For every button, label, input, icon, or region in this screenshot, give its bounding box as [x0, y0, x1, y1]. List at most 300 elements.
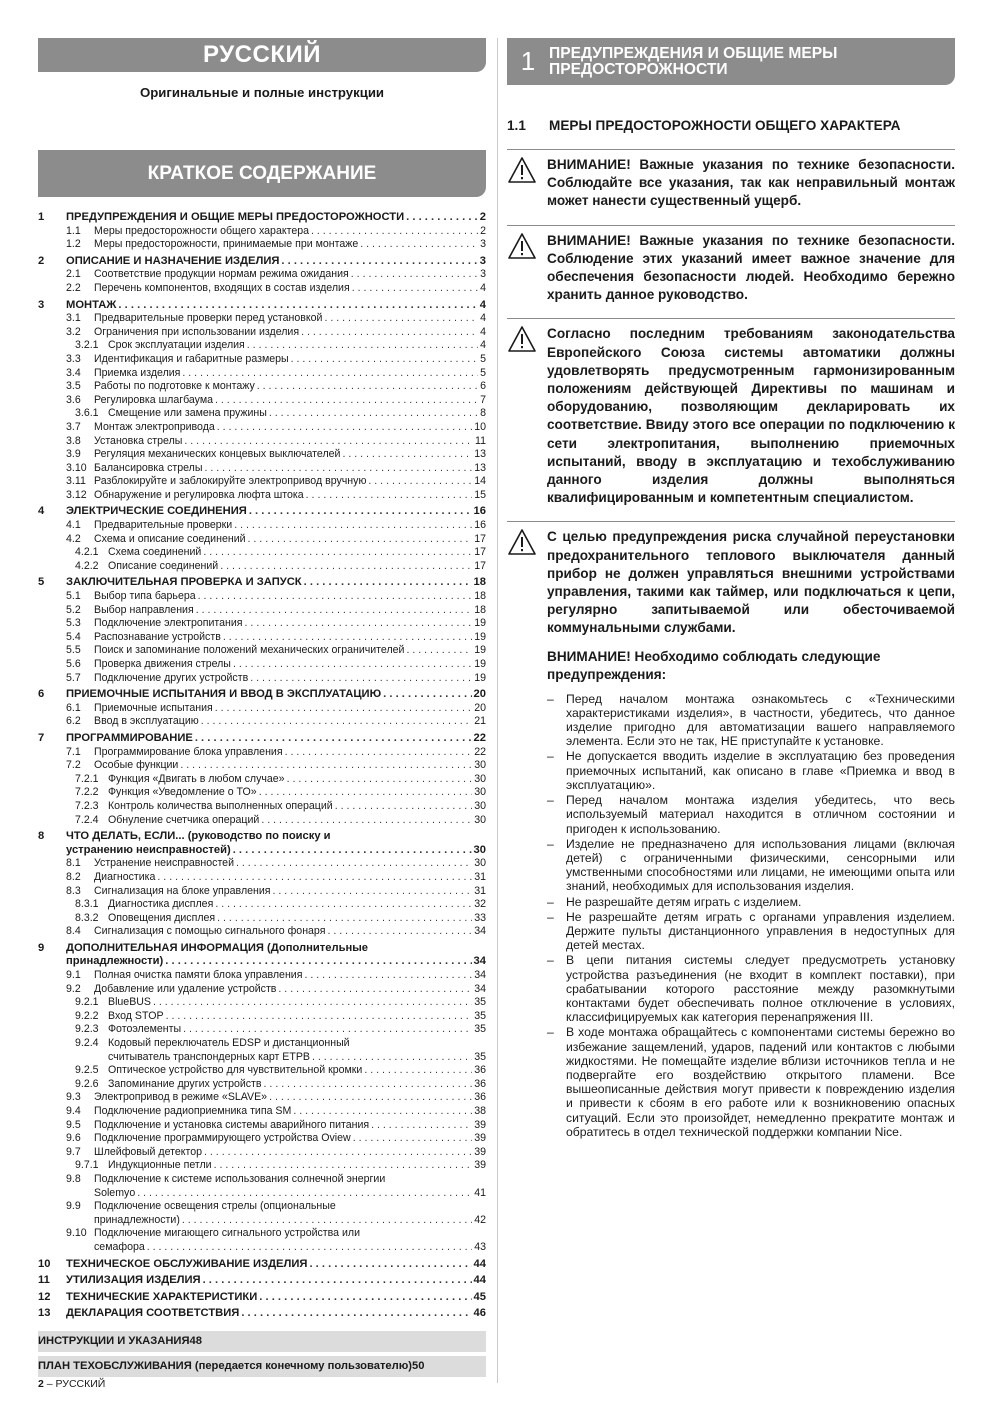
toc-entry — [38, 672, 486, 686]
toc-entry-number: 9.7.1 — [75, 1159, 99, 1172]
toc-entry — [38, 1010, 486, 1024]
toc-entry-page: 43 — [474, 1240, 486, 1253]
precaution-text: Изделие не предназначено для использования лицами (включая детей) с ограниченными физическими, сенсорными или умственными способностями или лицами, не имеющими опыта или знаний, необходимых для использования изделия. — [566, 836, 955, 894]
toc-entry-page: 14 — [474, 475, 486, 488]
warning-block — [507, 521, 955, 637]
toc-entry-number: 1 — [38, 211, 45, 223]
table-of-contents — [38, 211, 486, 1377]
toc-entry-title: Регуляция механических концевых выключателей — [94, 448, 341, 461]
toc-leader-dots — [360, 238, 478, 252]
toc-entry-number: 9.2.4 — [75, 1037, 99, 1050]
toc-entry — [38, 1307, 486, 1321]
toc-entry-title: Индукционные петли — [108, 1159, 212, 1172]
toc-entry — [38, 282, 486, 296]
warning-triangle-icon — [507, 325, 547, 507]
toc-entry-number: 5.1 — [66, 590, 81, 603]
toc-entry — [38, 1064, 486, 1078]
toc-leader-dots — [236, 857, 472, 871]
toc-entry-number: 6.1 — [66, 701, 81, 714]
toc-entry-title: Подключение и установка системы аварийного питания — [94, 1118, 370, 1131]
toc-entry — [38, 857, 486, 871]
toc-entry-number: 3.8 — [66, 434, 81, 447]
toc-leader-dots — [278, 983, 472, 997]
toc-entry-page: 2 — [480, 224, 486, 237]
toc-extra-entry — [38, 1356, 486, 1377]
toc-leader-dots — [269, 1091, 472, 1105]
toc-entry-title: Идентификация и габаритные размеры — [94, 352, 289, 365]
toc-extra-title: ПЛАН ТЕХОБСЛУЖИВАНИЯ (передается конечному пользователю) — [38, 1360, 413, 1373]
warnings-list — [507, 149, 955, 638]
toc-entry-page: 3 — [480, 238, 486, 251]
toc-entry — [38, 1146, 486, 1160]
footer-language: РУССКИЙ — [55, 1378, 106, 1390]
toc-entry-title: Распознавание устройств — [94, 630, 221, 643]
toc-entry-title-cont: принадлежности) — [94, 1213, 180, 1226]
toc-entry-number: 3.6.1 — [75, 407, 99, 420]
toc-entry-page: 8 — [480, 407, 486, 420]
section-title-line2: ПРЕДОСТОРОЖНОСТИ — [549, 60, 728, 78]
toc-entry-title: Приемка изделия — [94, 366, 181, 379]
toc-leader-dots — [157, 871, 472, 885]
toc-leader-dots — [182, 367, 478, 381]
toc-entry-title: Перечень компонентов, входящих в состав изделия — [94, 281, 350, 294]
toc-entry-page: 16 — [473, 505, 486, 518]
toc-entry — [38, 1200, 486, 1214]
toc-leader-dots — [217, 421, 472, 435]
toc-entry — [38, 421, 486, 435]
toc-entry-title: Ограничения при использовании изделия — [94, 325, 300, 338]
subsection-title: МЕРЫ ПРЕДОСТОРОЖНОСТИ ОБЩЕГО ХАРАКТЕРА — [549, 118, 901, 133]
toc-entry-number: 5.7 — [66, 671, 81, 684]
toc-entry — [38, 407, 486, 421]
toc-entry-page: 20 — [473, 688, 486, 701]
toc-entry — [38, 688, 486, 702]
toc-entry — [38, 1078, 486, 1092]
toc-entry-page: 30 — [473, 843, 486, 856]
toc-entry-title: Подключение мигающего сигнального устройства или — [94, 1227, 361, 1240]
toc-entry-number: 8.2 — [66, 870, 81, 883]
toc-entry-page: 13 — [474, 448, 486, 461]
toc-entry-title-cont: считыватель транспондерных карт ETPB — [108, 1050, 310, 1063]
precaution-text: Не разрешайте детям играть с изделием. — [566, 894, 802, 909]
toc-entry-page: 31 — [474, 884, 486, 897]
toc-entry-page: 22 — [474, 745, 486, 758]
toc-entry-page: 35 — [474, 1023, 486, 1036]
toc-entry-page: 13 — [474, 461, 486, 474]
toc-entry-number: 5.3 — [66, 617, 81, 630]
toc-entry-number: 3.4 — [66, 366, 81, 379]
toc-entry-page: 34 — [473, 955, 486, 968]
toc-entry-title: Диагностика дисплея — [108, 898, 214, 911]
toc-entry-title: Полная очистка памяти блока управления — [94, 969, 303, 982]
toc-leader-dots — [273, 885, 473, 899]
toc-leader-dots — [203, 1274, 472, 1288]
toc-entry-page: 31 — [474, 870, 486, 883]
toc-entry-title-cont: семафора — [94, 1240, 145, 1253]
toc-entry-number: 3.2.1 — [75, 339, 99, 352]
precaution-item — [547, 1025, 955, 1139]
toc-entry-page: 4 — [479, 298, 486, 311]
toc-entry-page: 44 — [473, 1274, 486, 1287]
toc-entry — [38, 658, 486, 672]
toc-entry-page: 15 — [474, 488, 486, 501]
toc-entry — [38, 1274, 486, 1288]
toc-leader-dots — [220, 560, 472, 574]
toc-entry-title: ЧТО ДЕЛАТЬ, ЕСЛИ... (руководство по поиску и — [66, 830, 331, 843]
toc-entry-number: 3.6 — [66, 393, 81, 406]
toc-leader-dots — [241, 1307, 471, 1321]
toc-entry-number: 9.4 — [66, 1105, 81, 1117]
toc-entry-title: Подключение других устройств — [94, 671, 249, 684]
toc-entry-title: Соответствие продукции нормам режима ожидания — [94, 268, 349, 281]
left-column — [38, 38, 486, 1377]
toc-entry-title: ОПИСАНИЕ И НАЗНАЧЕНИЕ ИЗДЕЛИЯ — [66, 254, 280, 267]
toc-entry-title: Оптическое устройство для чувствительной кромки — [108, 1064, 363, 1077]
toc-entry — [38, 912, 486, 926]
toc-entry — [38, 1173, 486, 1187]
toc-leader-dots — [281, 255, 477, 269]
toc-entry — [38, 590, 486, 604]
toc-entry-number: 9.1 — [66, 969, 81, 982]
toc-entry-page: 30 — [474, 772, 486, 785]
column-divider — [497, 38, 498, 1383]
toc-entry-number: 5.2 — [66, 603, 81, 616]
toc-leader-dots — [287, 773, 473, 787]
toc-entry-page: 39 — [474, 1118, 486, 1131]
toc-leader-dots — [215, 702, 472, 716]
toc-entry-title: Схема и описание соединений — [94, 532, 246, 545]
toc-entry — [38, 898, 486, 912]
toc-entry-number: 3.2 — [66, 325, 81, 338]
toc-entry-number: 9.6 — [66, 1132, 81, 1145]
toc-entry-number: 8.1 — [66, 857, 81, 870]
toc-entry-number: 9.10 — [66, 1227, 87, 1240]
attention-note: ВНИМАНИЕ! Необходимо соблюдать следующие предупреждения: — [547, 648, 881, 682]
language-bar — [38, 38, 486, 72]
toc-entry-page: 4 — [480, 312, 486, 325]
toc-entry-page: 36 — [474, 1077, 486, 1090]
precaution-item — [547, 895, 955, 909]
toc-entry-number: 9.7 — [66, 1145, 81, 1158]
toc-leader-dots — [247, 339, 478, 353]
toc-entry-title: ТЕХНИЧЕСКОЕ ОБСЛУЖИВАНИЕ ИЗДЕЛИЯ — [66, 1257, 308, 1270]
toc-entry-page: 30 — [474, 759, 486, 772]
toc-entry-page: 17 — [474, 559, 486, 572]
toc-entry-number: 7.2 — [66, 759, 81, 772]
toc-entry-title: Разблокируйте и заблокируйте электропривод вручную — [94, 475, 367, 488]
toc-entry-title: Функция «Двигать в любом случае» — [108, 772, 285, 785]
toc-entry-title: Подключение радиоприемника типа SM — [94, 1105, 292, 1117]
toc-entry — [38, 560, 486, 574]
precaution-text: Перед началом монтажа изделия убедитесь, что весь используемый материал находится в отличном состоянии и пригоден к использованию. — [566, 793, 955, 836]
warning-text: ВНИМАНИЕ! Важные указания по технике безопасности. Соблюдайте все указания, так как неправильный монтаж может нанести существенный ущерб. — [547, 157, 955, 209]
toc-leader-dots — [342, 448, 472, 462]
section-number: 1 — [520, 46, 536, 76]
toc-entry-page: 11 — [475, 434, 486, 447]
subsection-heading — [507, 118, 955, 133]
toc-entry-page: 46 — [473, 1307, 486, 1320]
toc-entry-number: 1.2 — [66, 238, 81, 251]
toc-entry-title: ПРЕДУПРЕЖДЕНИЯ И ОБЩИЕ МЕРЫ ПРЕДОСТОРОЖНОСТИ — [66, 211, 405, 223]
toc-entry — [38, 1159, 486, 1173]
toc-entry-title: Сигнализация на блоке управления — [94, 884, 271, 897]
toc-entry-number: 5.4 — [66, 630, 81, 643]
toc-entry-page: 18 — [473, 576, 486, 589]
toc-entry-title: Выбор направления — [94, 603, 194, 616]
toc-entry-page: 5 — [480, 352, 486, 365]
toc-entry-title: ПРОГРАММИРОВАНИЕ — [66, 731, 193, 744]
toc-leader-dots — [215, 394, 478, 408]
toc-entry-number: 8.4 — [66, 925, 81, 938]
toc-entry — [38, 746, 486, 760]
toc-entry-number: 9.2.3 — [75, 1023, 99, 1036]
toc-entry-number: 5.5 — [66, 644, 81, 657]
toc-entry-continuation — [38, 955, 486, 969]
toc-entry — [38, 983, 486, 997]
toc-entry-page: 34 — [474, 982, 486, 995]
toc-entry-title: Кодовый переключатель EDSP и дистанционный — [108, 1037, 350, 1050]
warning-block — [507, 318, 955, 507]
toc-leader-dots — [215, 898, 472, 912]
toc-leader-dots — [327, 925, 472, 939]
toc-leader-dots — [364, 1064, 472, 1078]
toc-entry-page: 19 — [474, 671, 486, 684]
toc-entry-title: Оповещения дисплея — [108, 911, 216, 924]
toc-entry-title: Регулировка шлагбаума — [94, 393, 214, 406]
toc-entry-number: 12 — [38, 1290, 51, 1303]
precautions-list — [507, 692, 955, 1139]
toc-entry-page: 30 — [474, 786, 486, 799]
toc-entry-page: 10 — [474, 420, 486, 433]
toc-entry-title: Контроль количества выполненных операций — [108, 799, 333, 812]
toc-entry — [38, 1091, 486, 1105]
toc-leader-dots — [371, 1119, 472, 1133]
toc-entry-page: 17 — [474, 532, 486, 545]
toc-entry-number: 4.2.1 — [75, 546, 99, 559]
toc-leader-dots — [234, 519, 472, 533]
toc-entry-number: 9.2.5 — [75, 1064, 99, 1077]
toc-entry-number: 9.2.2 — [75, 1009, 99, 1022]
toc-leader-dots — [196, 604, 473, 618]
toc-entry-title: Подключение освещения стрелы (опциональные — [94, 1200, 336, 1213]
section-title-bar — [507, 38, 955, 85]
page-number: 2 — [38, 1378, 44, 1390]
toc-entry-title: Проверка движения стрелы — [94, 658, 231, 670]
toc-entry-number: 7.2.1 — [75, 772, 99, 785]
toc-entry-title: Функция «Уведомление о ТО» — [108, 786, 257, 799]
bullet-dash: – — [547, 749, 554, 764]
toc-entry-title: BlueBUS — [108, 996, 151, 1009]
toc-entry-title: ТЕХНИЧЕСКИЕ ХАРАКТЕРИСТИКИ — [66, 1290, 258, 1303]
toc-leader-dots — [291, 353, 478, 367]
toc-entry-number: 10 — [38, 1257, 51, 1270]
toc-entry-number: 3 — [38, 298, 45, 311]
toc-entry-number: 7.2.3 — [75, 799, 99, 812]
toc-leader-dots — [261, 814, 472, 828]
toc-leader-dots — [204, 462, 472, 476]
section-title-line1: ПРЕДУПРЕЖДЕНИЯ И ОБЩИЕ МЕРЫ — [549, 44, 838, 62]
toc-leader-dots — [195, 732, 472, 746]
toc-entry — [38, 1105, 486, 1119]
toc-entry-number: 3.11 — [66, 475, 86, 488]
toc-entry-number: 1.1 — [66, 224, 81, 237]
toc-entry-page: 30 — [474, 857, 486, 870]
toc-entry — [38, 604, 486, 618]
toc-entry — [38, 925, 486, 939]
toc-entry-page: 2 — [479, 211, 486, 223]
toc-entry-number: 9.3 — [66, 1091, 81, 1104]
toc-leader-dots — [259, 1291, 471, 1305]
toc-entry-page: 7 — [480, 393, 486, 406]
toc-leader-dots — [137, 1187, 472, 1201]
warning-text: С целью предупреждения риска случайной переустановки предохранительного теплового выключателя данный прибор не должен управляться внешними устройствами управления, такими как таймер, или подключаться к цепи, регулярно запитываемой или обесточиваемой коммунальными службами. — [547, 529, 955, 636]
toc-entry — [38, 475, 486, 489]
toc-entry — [38, 773, 486, 787]
toc-leader-dots — [118, 299, 477, 313]
precaution-item — [547, 953, 955, 1024]
toc-entry-page: 39 — [474, 1159, 486, 1172]
toc-entry — [38, 462, 486, 476]
toc-entry-title: Добавление или удаление устройств — [94, 982, 277, 995]
toc-extra-page: 48 — [189, 1335, 202, 1348]
toc-entry-title-cont: устранению неисправностей) — [66, 843, 231, 856]
toc-entry-number: 4 — [38, 505, 45, 518]
toc-entry-title: Работы по подготовке к монтажу — [94, 380, 255, 393]
toc-entry-page: 4 — [480, 339, 486, 352]
warning-block — [507, 225, 955, 305]
toc-entry — [38, 367, 486, 381]
toc-entry-title: Обнуление счетчика операций — [108, 813, 260, 826]
toc-entry — [38, 871, 486, 885]
warning-text: ВНИМАНИЕ! Важные указания по технике безопасности. Соблюдение этих указаний имеет важное значение для обеспечения безопасности людей. Необходимо бережно хранить данное руководство. — [547, 232, 955, 303]
toc-entry-continuation — [38, 1241, 486, 1255]
toc-entry-number: 8 — [38, 830, 45, 843]
toc-leader-dots — [214, 1159, 473, 1173]
toc-entry-page: 36 — [474, 1091, 486, 1104]
toc-entry-number: 3.9 — [66, 448, 81, 461]
toc-entry-title: Программирование блока управления — [94, 745, 283, 758]
toc-entry-page: 41 — [474, 1186, 486, 1199]
toc-entry — [38, 969, 486, 983]
toc-entry-title: Обнаружение и регулировка люфта штока — [94, 488, 304, 501]
toc-entry — [38, 996, 486, 1010]
toc-entry — [38, 715, 486, 729]
toc-leader-dots — [301, 326, 478, 340]
precaution-text: Не разрешайте детям играть с органами управления изделием. Держите пульты дистанционного управления в недоступных для детей местах. — [566, 909, 955, 953]
toc-leader-dots — [383, 688, 471, 702]
toc-entry-title: Устранение неисправностей — [94, 857, 234, 870]
toc-entry-number: 6 — [38, 688, 45, 701]
precaution-text: Не допускается вводить изделие в эксплуатацию без проведения приемочных испытаний, как описано в главе «Приемка и ввод в эксплуатацию». — [566, 749, 955, 792]
toc-entry — [38, 702, 486, 716]
toc-extra-page: 50 — [412, 1360, 425, 1373]
toc-entry-page: 16 — [474, 519, 486, 532]
toc-title: КРАТКОЕ СОДЕРЖАНИЕ — [147, 162, 377, 184]
toc-entry — [38, 255, 486, 269]
toc-entry-page: 22 — [473, 731, 486, 744]
toc-leader-dots — [406, 211, 478, 225]
toc-leader-dots — [335, 800, 473, 814]
toc-leader-dots — [368, 475, 472, 489]
toc-entry-page: 5 — [480, 366, 486, 379]
toc-entry — [38, 732, 486, 746]
toc-entry-page: 3 — [479, 254, 486, 267]
toc-leader-dots — [324, 312, 478, 326]
toc-entry-title: Электропривод в режиме «SLAVE» — [94, 1091, 268, 1104]
toc-entry — [38, 1119, 486, 1133]
toc-extra-entry — [38, 1331, 486, 1352]
language-label: РУССКИЙ — [203, 41, 321, 68]
toc-entry-page: 30 — [474, 799, 486, 812]
warning-triangle-icon — [507, 156, 547, 211]
toc-entry — [38, 394, 486, 408]
toc-entry-continuation — [38, 844, 486, 858]
subsection-number: 1.1 — [507, 118, 526, 133]
toc-entry-number: 9.2.1 — [75, 996, 99, 1009]
toc-entry — [38, 299, 486, 313]
toc-entry — [38, 238, 486, 252]
toc-entry — [38, 312, 486, 326]
toc-entry-title: Предварительные проверки — [94, 519, 233, 532]
toc-entry-title: Ввод в эксплуатацию — [94, 715, 199, 728]
toc-entry-title: Вход STOP — [108, 1009, 164, 1022]
toc-extra-title: ИНСТРУКЦИИ И УКАЗАНИЯ — [38, 1335, 190, 1348]
toc-entry — [38, 1023, 486, 1037]
toc-entry — [38, 759, 486, 773]
bullet-dash: – — [547, 793, 554, 808]
toc-entry-number: 3.10 — [66, 461, 87, 474]
toc-entry-title: ПРИЕМОЧНЫЕ ИСПЫТАНИЯ И ВВОД В ЭКСПЛУАТАЦИЮ — [66, 688, 382, 701]
toc-entry-page: 6 — [480, 380, 486, 393]
toc-leader-dots — [233, 844, 472, 858]
section-title — [549, 46, 837, 78]
toc-entry-number: 4.2.2 — [75, 559, 99, 572]
toc-entry-page: 30 — [474, 813, 486, 826]
toc-entry-title: Меры предосторожности, принимаемые при монтаже — [94, 238, 359, 251]
toc-leader-dots — [264, 1078, 473, 1092]
toc-entry-number: 9.2.6 — [75, 1077, 99, 1090]
toc-entry-title: Предварительные проверки перед установкой — [94, 312, 323, 325]
toc-entry-number: 3.12 — [66, 488, 87, 501]
toc-entry — [38, 448, 486, 462]
toc-entry-page: 19 — [474, 658, 486, 670]
precaution-item — [547, 910, 955, 953]
warning-text: Согласно последним требованиям законодательства Европейского Союза системы автоматики должны удовлетворять предусмотренным гармонизированным положениям действующей Директивы по машинам и оборудованию, позволяющим декларировать их соответствие. Ввиду этого все операции по подключению к сети электропитания, выполнению приемочных испытаний, вводу в эксплуатацию и техобслуживанию данного изделия должны выполняться квалифицированным и компетентным специалистом. — [547, 326, 955, 506]
toc-leader-dots — [223, 631, 472, 645]
toc-entry-page: 39 — [474, 1132, 486, 1145]
toc-entry-number: 3.5 — [66, 380, 81, 393]
toc-entry-title: Подключение к системе использования солнечной энергии — [94, 1172, 386, 1185]
toc-entry — [38, 885, 486, 899]
toc-entry-title: Меры предосторожности общего характера — [94, 224, 309, 237]
toc-entry-page: 44 — [473, 1257, 486, 1270]
toc-entry-title: ЗАКЛЮЧИТЕЛЬНАЯ ПРОВЕРКА И ЗАПУСК — [66, 576, 302, 589]
toc-leader-dots — [304, 969, 472, 983]
toc-entry-title: Смещение или замена пружины — [108, 407, 267, 420]
bullet-dash: – — [547, 909, 554, 924]
toc-leader-dots — [201, 715, 473, 729]
toc-entry-page: 19 — [474, 617, 486, 630]
toc-entry-title: Поиск и запоминание положений механических ограничителей — [94, 644, 405, 657]
toc-entry-title: Приемочные испытания — [94, 701, 213, 714]
toc-leader-dots — [304, 576, 472, 590]
toc-entry-page: 18 — [474, 590, 486, 603]
page-footer — [38, 1378, 105, 1390]
toc-entry — [38, 489, 486, 503]
toc-entry-number: 7 — [38, 731, 45, 744]
toc-entry-title: Фотоэлементы — [108, 1023, 182, 1036]
toc-entry-number: 2 — [38, 254, 45, 267]
